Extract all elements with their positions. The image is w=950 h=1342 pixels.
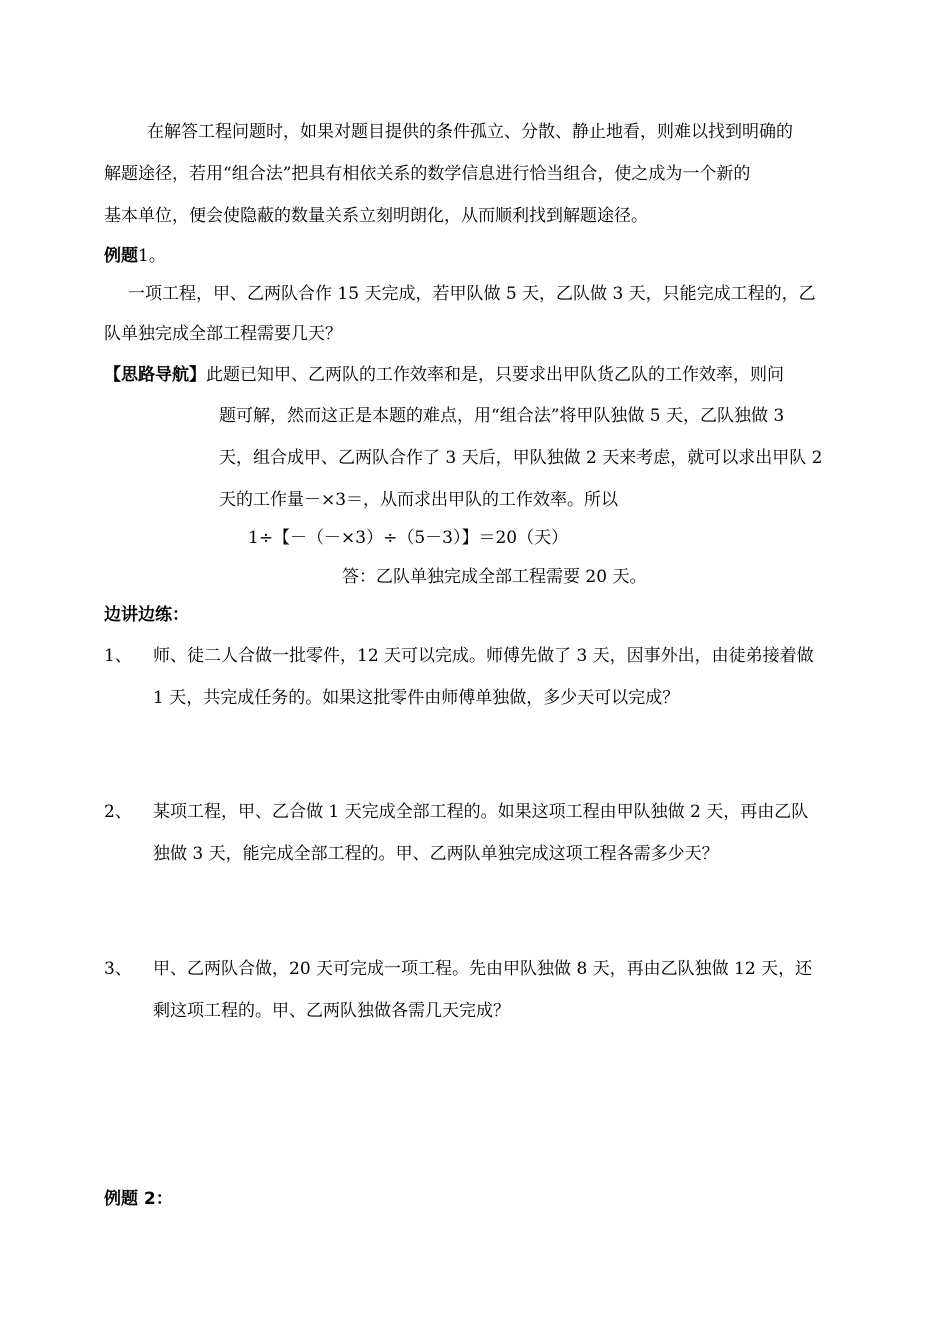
practice-number: 2、 [104, 802, 132, 822]
practice-line-1: 师、徒二人合做一批零件，12 天可以完成。师傅先做了 3 天，因事外出，由徒弟接着做 [153, 646, 814, 666]
example-2-heading: 例题 2： [104, 1189, 173, 1209]
intro-line-2: 解题途径，若用“组合法”把具有相依关系的数学信息进行恰当组合，使之成为一个新的 [104, 164, 751, 184]
practice-line-2: 1 天，共完成任务的。如果这批零件由师傅单独做，多少天可以完成？ [153, 688, 680, 708]
hint-line-2: 题可解，然而这正是本题的难点，用“组合法”将甲队独做 5 天，乙队独做 3 [219, 406, 785, 426]
hint-label: 【思路导航】 [104, 365, 206, 385]
hint-line-3: 天，组合成甲、乙两队合作了 3 天后，甲队独做 2 天来考虑，就可以求出甲队 2 [219, 448, 823, 468]
hint-line-4: 天的工作量－×3＝，从而求出甲队的工作效率。所以 [219, 490, 619, 510]
practice-number: 3、 [104, 959, 132, 979]
practice-heading: 边讲边练： [104, 605, 189, 625]
answer: 答：乙队单独完成全部工程需要 20 天。 [342, 567, 647, 587]
hint-line-1: 此题已知甲、乙两队的工作效率和是，只要求出甲队货乙队的工作效率，则问 [206, 365, 784, 385]
example-1-number: 1。 [138, 246, 166, 266]
intro-line-1: 在解答工程问题时，如果对题目提供的条件孤立、分散、静止地看，则难以找到明确的 [147, 122, 793, 142]
intro-line-3: 基本单位，便会使隐蔽的数量关系立刻明朗化，从而顺利找到解题途径。 [104, 206, 648, 226]
example-1-problem-line-2: 队单独完成全部工程需要几天？ [104, 324, 342, 344]
example-1-label: 例题 [104, 246, 138, 266]
example-1-heading [104, 245, 166, 267]
practice-line-2: 独做 3 天，能完成全部工程的。甲、乙两队单独完成这项工程各需多少天？ [153, 844, 719, 864]
practice-number: 1、 [104, 646, 132, 666]
practice-line-2: 剩这项工程的。甲、乙两队独做各需几天完成？ [153, 1001, 510, 1021]
example-1-problem-line-1: 一项工程，甲、乙两队合作 15 天完成，若甲队做 5 天，乙队做 3 天，只能完成工程的，乙 [128, 284, 816, 304]
practice-line-1: 甲、乙两队合做，20 天可完成一项工程。先由甲队独做 8 天，再由乙队独做 12 天，还 [153, 959, 813, 979]
practice-line-1: 某项工程，甲、乙合做 1 天完成全部工程的。如果这项工程由甲队独做 2 天，再由乙队 [153, 802, 809, 822]
formula: 1÷【－（－×3）÷（5－3）】＝20（天） [248, 528, 569, 548]
hint-first-line [104, 364, 784, 386]
